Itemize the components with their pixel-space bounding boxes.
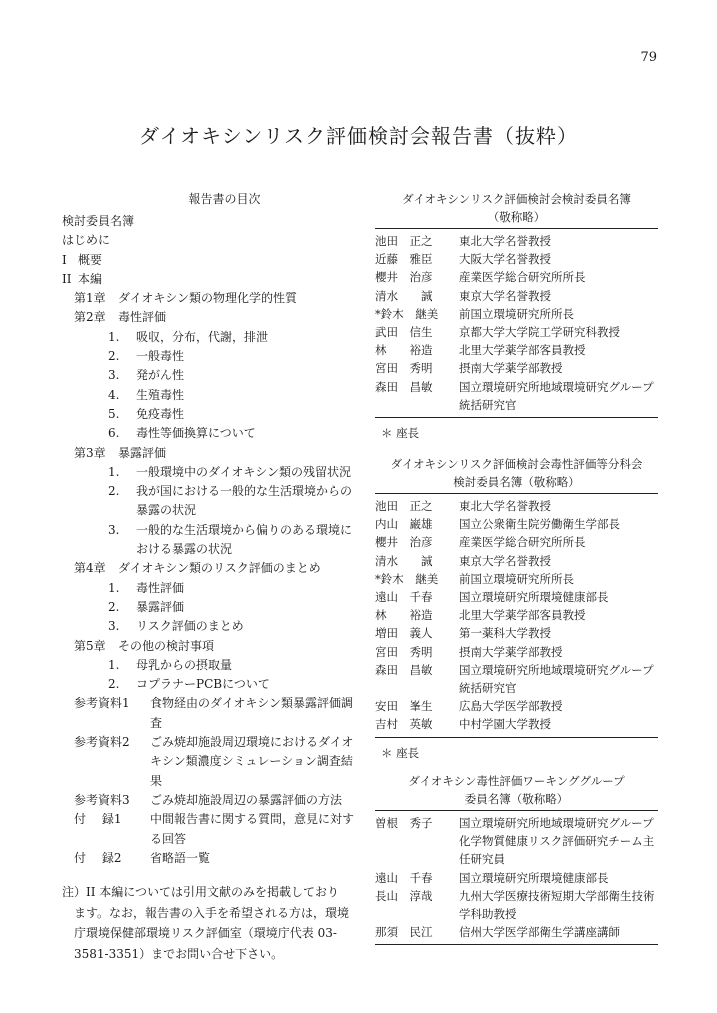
toc-item — [62, 212, 357, 231]
toc-item — [62, 424, 357, 443]
toc-item-text: 我が国における一般的な生活環境からの — [136, 484, 353, 499]
toc-item-number: 付 録1 — [74, 812, 122, 827]
toc-heading: 報告書の目次 — [188, 192, 261, 206]
chair-footnote: ＊ 座長 — [381, 745, 420, 760]
toc-item-text: キシン類濃度シミュレーション調査結 — [150, 754, 353, 769]
toc-item — [62, 772, 357, 791]
toc-item-number: I — [62, 252, 67, 267]
toc-item-number: 参考資料3 — [74, 792, 130, 807]
member-affiliation: 国立環境研究所地域環境研究グループ化学物質健康リスク評価研究チーム主任研究員 — [459, 816, 655, 867]
table-of-contents — [62, 190, 357, 964]
member-affiliation: 国立公衆衛生院労働衛生学部長 — [459, 517, 620, 532]
toc-list — [62, 212, 357, 868]
toc-item — [62, 501, 357, 520]
toc-item-text: コプラナーPCBについて — [136, 677, 270, 692]
toc-item-text: 一般毒性 — [136, 349, 185, 364]
roster-title: 委員名簿（敬称略） — [464, 792, 569, 806]
member-name: 長山 淳哉 — [375, 888, 433, 903]
toc-item — [62, 830, 357, 849]
member-name: 林 裕造 — [375, 343, 433, 358]
member-affiliation: 東京大学名誉教授 — [459, 288, 551, 303]
toc-item — [62, 405, 357, 424]
toc-item-text: 暴露の状況 — [136, 503, 197, 518]
member-name: 清水 誠 — [375, 288, 433, 303]
toc-item-text: 母乳からの摂取量 — [136, 657, 233, 672]
roster-title: ダイオキシンリスク評価検討会毒性評価等分科会 — [390, 457, 643, 471]
member-row — [375, 533, 658, 551]
toc-item — [62, 289, 357, 308]
member-name: *鈴木 継美 — [375, 571, 439, 586]
toc-item-number: 4. — [108, 387, 120, 402]
toc-item-number: 1. — [108, 580, 120, 595]
member-row — [375, 814, 658, 869]
member-row — [375, 923, 658, 941]
member-name: 那須 民江 — [375, 925, 433, 940]
member-list — [375, 493, 658, 738]
toc-item-number: 1. — [108, 464, 120, 479]
member-name: 曽根 秀子 — [375, 816, 433, 830]
toc-item — [62, 444, 357, 463]
toc-item — [62, 521, 357, 540]
toc-item — [62, 559, 357, 578]
toc-item-text: 毒性評価 — [118, 310, 167, 325]
toc-item-text: ダイオキシン類のリスク評価のまとめ — [118, 561, 321, 576]
toc-item-number: 2. — [108, 484, 120, 499]
member-list — [375, 228, 658, 418]
toc-item-number: 1. — [108, 657, 120, 672]
toc-item-text: る回答 — [150, 831, 187, 846]
toc-item-text: 生殖毒性 — [136, 387, 185, 402]
toc-item — [62, 694, 357, 713]
member-row — [375, 606, 658, 624]
toc-item-text: ダイオキシン類の物理化学的性質 — [118, 291, 297, 306]
member-row — [375, 661, 658, 697]
toc-item — [62, 308, 357, 327]
member-name: 林 裕造 — [375, 608, 433, 623]
toc-item-number: 第3章 — [74, 445, 106, 460]
member-affiliation: 産業医学総合研究所所長 — [459, 535, 586, 550]
toc-item-text: その他の検討事項 — [118, 638, 215, 653]
toc-item — [62, 617, 357, 636]
member-name: 清水 誠 — [375, 553, 433, 568]
toc-item-number: 第2章 — [74, 310, 106, 325]
toc-item-number: 2. — [108, 349, 120, 364]
toc-item — [62, 810, 357, 829]
toc-item — [62, 386, 357, 405]
toc-item — [62, 579, 357, 598]
chair-footnote: ＊ 座長 — [381, 426, 420, 441]
toc-item-number: 3. — [108, 368, 120, 383]
member-name: 池田 正之 — [375, 499, 433, 513]
toc-item-text: ごみ焼却施設周辺の暴露評価の方法 — [150, 792, 343, 807]
subcommittee-roster — [375, 455, 658, 762]
member-row — [375, 341, 658, 359]
toc-item-number: 5. — [108, 406, 120, 421]
toc-item-number: 第4章 — [74, 561, 106, 576]
member-name: 森田 昌敏 — [375, 379, 433, 394]
toc-item — [62, 540, 357, 559]
toc-item — [62, 366, 357, 385]
toc-item-text: 毒性等価換算について — [136, 426, 256, 441]
toc-item-text: 本編 — [78, 271, 103, 286]
member-row — [375, 887, 658, 923]
toc-item-text: ごみ焼却施設周辺環境におけるダイオ — [150, 735, 354, 750]
member-row — [375, 305, 658, 323]
toc-item-text: 査 — [150, 715, 163, 730]
member-affiliation: 広島大学医学部教授 — [459, 699, 563, 714]
toc-item-number: 6. — [108, 426, 120, 441]
member-row — [375, 715, 658, 733]
toc-item-text: 果 — [150, 773, 163, 788]
toc-item-text: 省略語一覧 — [150, 850, 211, 865]
member-row — [375, 643, 658, 661]
toc-item-text: 概要 — [78, 252, 103, 267]
member-row — [375, 287, 658, 305]
member-affiliation: 信州大学医学部衛生学講座講師 — [459, 925, 620, 940]
toc-item-number: 2. — [108, 599, 120, 614]
toc-note — [62, 882, 357, 964]
toc-item-text: おける暴露の状況 — [136, 542, 233, 557]
committee-roster — [375, 190, 658, 442]
toc-item-number: 参考資料2 — [74, 735, 130, 750]
page-number: 79 — [640, 50, 657, 65]
member-row — [375, 232, 658, 250]
member-affiliation: 摂南大学薬学部教授 — [459, 644, 563, 659]
member-list — [375, 810, 658, 945]
toc-item-number: 第5章 — [74, 638, 106, 653]
member-affiliation: 前国立環境研究所所長 — [459, 306, 574, 321]
member-name: 遠山 千春 — [375, 870, 433, 885]
member-name: 櫻井 治彦 — [375, 270, 433, 285]
toc-item — [62, 328, 357, 347]
roster-title: ダイオキシンリスク評価検討会検討委員名簿 — [402, 192, 631, 206]
toc-item-text: 暴露評価 — [136, 599, 185, 614]
toc-item — [62, 849, 357, 868]
toc-item-number: 2. — [108, 677, 120, 692]
member-affiliation: 摂南大学薬学部教授 — [459, 361, 563, 376]
member-name: 宮田 秀明 — [375, 644, 433, 659]
roster-title: ダイオキシン毒性評価ワーキンググループ — [408, 774, 625, 788]
note-line: 庁環境保健部環境リスク評価室（環境庁代表 03- — [74, 926, 337, 941]
toc-item-number: 3. — [108, 619, 120, 634]
member-name: 近藤 雅臣 — [375, 252, 433, 267]
member-name: 遠山 千春 — [375, 590, 433, 605]
member-row — [375, 359, 658, 377]
toc-item-number: II — [62, 271, 72, 286]
roster-title: 検討委員名簿（敬称略） — [453, 475, 580, 489]
member-affiliation: 国立環境研究所環境健康部長 — [459, 590, 609, 605]
member-affiliation: 前国立環境研究所所長 — [459, 571, 574, 586]
member-row — [375, 552, 658, 570]
toc-item-text: 食物経由のダイオキシン類暴露評価調 — [150, 696, 353, 711]
member-row — [375, 250, 658, 268]
toc-item-text: 検討委員名簿 — [62, 214, 135, 228]
member-row — [375, 570, 658, 588]
note-line: 3581-3351）までお問い合せ下さい。 — [74, 946, 284, 961]
member-name: 安田 峯生 — [375, 699, 433, 714]
member-name: 増田 義人 — [375, 626, 433, 641]
member-affiliation: 中村学園大学教授 — [459, 717, 551, 732]
toc-item — [62, 347, 357, 366]
toc-item — [62, 231, 357, 250]
member-affiliation: 東北大学名誉教授 — [459, 499, 551, 513]
member-row — [375, 697, 658, 715]
toc-item-text: 発がん性 — [136, 368, 185, 383]
member-affiliation: 国立環境研究所地域環境研究グループ統括研究官 — [459, 662, 654, 696]
member-row — [375, 497, 658, 515]
member-affiliation: 第一薬科大学教授 — [459, 626, 551, 641]
member-affiliation: 北里大学薬学部客員教授 — [459, 343, 586, 358]
page-title: ダイオキシンリスク評価検討会報告書（抜粋） — [139, 124, 578, 148]
member-name: 内山 巌雄 — [375, 517, 433, 532]
toc-item-number: 付 録2 — [74, 850, 122, 865]
toc-item — [62, 482, 357, 501]
toc-item-text: 毒性評価 — [136, 580, 185, 595]
toc-item-text: 一般的な生活環境から偏りのある環境に — [136, 522, 353, 537]
member-name: 吉村 英敏 — [375, 717, 433, 732]
member-affiliation: 九州大学医療技術短期大学部衛生技術学科助教授 — [459, 888, 655, 922]
working-group-roster — [375, 772, 658, 945]
toc-item-text: はじめに — [62, 233, 111, 248]
member-name: *鈴木 継美 — [375, 306, 439, 321]
toc-item — [62, 733, 357, 752]
toc-item — [62, 270, 357, 289]
toc-item-number: 1. — [108, 329, 120, 344]
member-name: 宮田 秀明 — [375, 361, 433, 376]
toc-item — [62, 714, 357, 733]
member-row — [375, 588, 658, 606]
toc-item — [62, 598, 357, 617]
member-name: 森田 昌敏 — [375, 662, 433, 677]
toc-item — [62, 637, 357, 656]
toc-item — [62, 656, 357, 675]
toc-item-text: 一般環境中のダイオキシン類の残留状況 — [136, 464, 351, 479]
toc-item-text: リスク評価のまとめ — [136, 619, 244, 634]
toc-item — [62, 752, 357, 771]
note-line: ます。なお，報告書の入手を希望される方は，環境 — [74, 905, 350, 920]
member-row — [375, 515, 658, 533]
member-affiliation: 国立環境研究所環境健康部長 — [459, 870, 609, 885]
member-affiliation: 北里大学薬学部客員教授 — [459, 608, 586, 623]
toc-item-text: 中間報告書に関する質問，意見に対す — [150, 812, 355, 827]
member-name: 櫻井 治彦 — [375, 535, 433, 550]
member-row — [375, 378, 658, 414]
member-affiliation: 産業医学総合研究所所長 — [459, 270, 586, 285]
member-row — [375, 624, 658, 642]
member-affiliation: 京都大学大学院工学研究科教授 — [459, 325, 620, 340]
toc-item — [62, 791, 357, 810]
toc-item — [62, 675, 357, 694]
toc-item — [62, 463, 357, 482]
member-affiliation: 国立環境研究所地域環境研究グループ統括研究官 — [459, 379, 654, 412]
toc-item-text: 吸収，分布，代謝，排泄 — [136, 329, 269, 344]
toc-item — [62, 251, 357, 270]
member-affiliation: 大阪大学名誉教授 — [459, 252, 551, 267]
member-affiliation: 東京大学名誉教授 — [459, 553, 551, 568]
toc-item-number: 3. — [108, 522, 120, 537]
member-name: 池田 正之 — [375, 234, 433, 248]
member-row — [375, 869, 658, 887]
member-row — [375, 268, 658, 286]
roster-title: （敬称略） — [487, 210, 546, 224]
toc-item-text: 免疫毒性 — [136, 406, 185, 421]
toc-item-number: 参考資料1 — [74, 696, 130, 711]
member-row — [375, 323, 658, 341]
member-affiliation: 東北大学名誉教授 — [459, 234, 551, 248]
toc-item-text: 暴露評価 — [118, 445, 167, 460]
note-line: 注）II 本編については引用文献のみを掲載しており — [62, 885, 340, 900]
toc-item-number: 第1章 — [74, 291, 106, 306]
member-name: 武田 信生 — [375, 325, 433, 340]
